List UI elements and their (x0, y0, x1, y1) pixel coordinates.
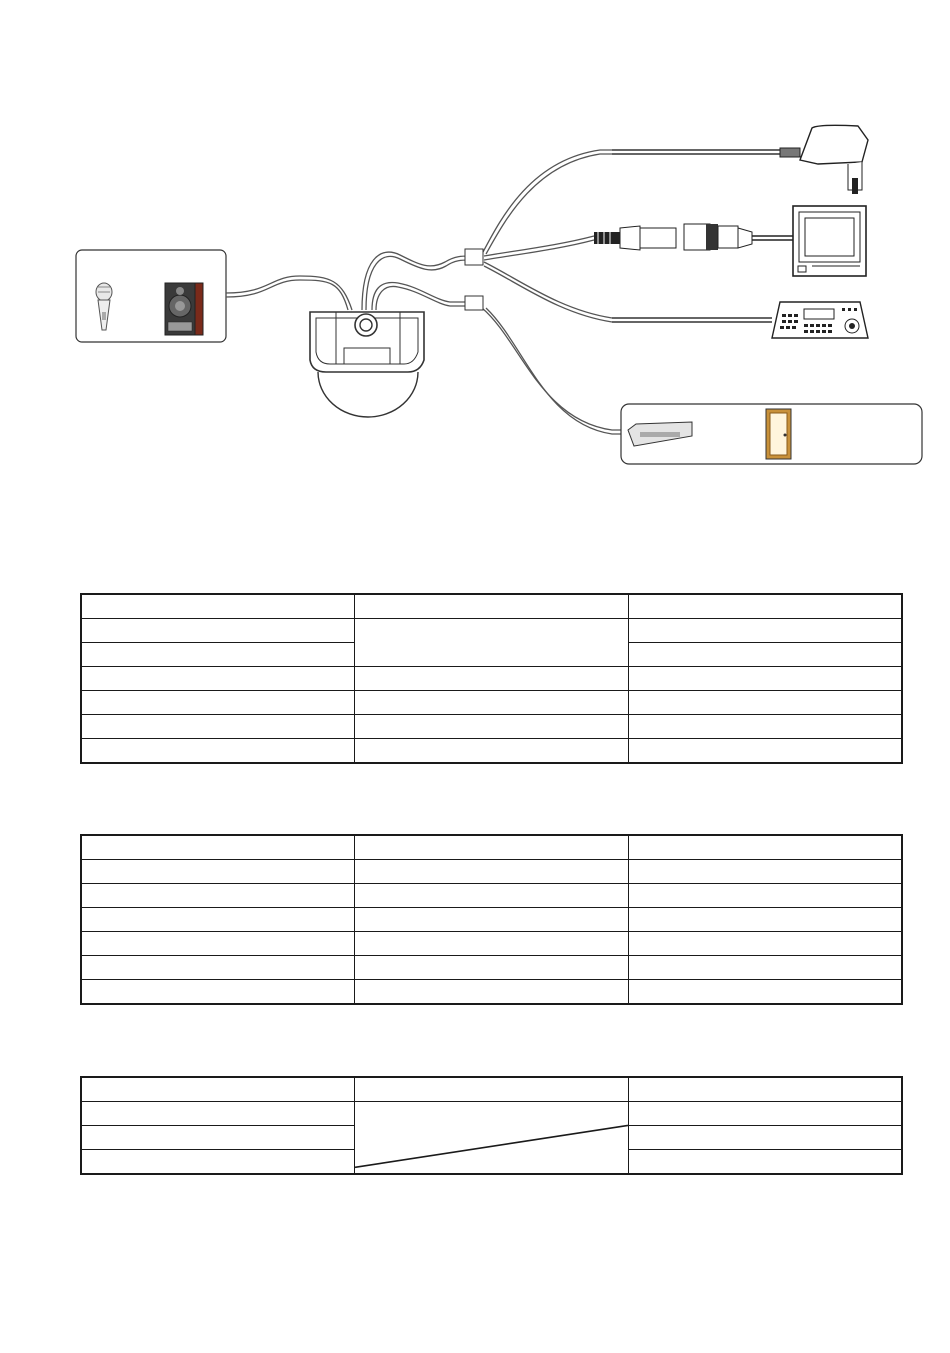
table-cell (81, 884, 354, 908)
table-row (81, 860, 902, 884)
table-cell (628, 715, 902, 739)
table-cell (81, 739, 354, 764)
table-cell (354, 667, 628, 691)
table-cell (81, 932, 354, 956)
table-cell (81, 908, 354, 932)
table-cell (628, 956, 902, 980)
table-cell (354, 835, 628, 860)
table-cell (354, 932, 628, 956)
table-3 (80, 1076, 903, 1175)
table-row (81, 691, 902, 715)
table-row (81, 980, 902, 1005)
table-row (81, 715, 902, 739)
table-cell (354, 956, 628, 980)
table-cell (354, 884, 628, 908)
table-cell (628, 691, 902, 715)
table-cell (81, 619, 354, 643)
table-row (81, 594, 902, 619)
alarm-device-group (621, 404, 922, 464)
table-cell (81, 1102, 354, 1126)
table-row (81, 739, 902, 764)
table-cell (81, 860, 354, 884)
ptz-keyboard-controller-icon (772, 302, 868, 338)
table-cell (628, 835, 902, 860)
table-cell (81, 643, 354, 667)
table-cell (354, 739, 628, 764)
table-1 (80, 593, 903, 764)
audio-device-group (76, 250, 226, 342)
table-cell (354, 691, 628, 715)
table-cell (354, 1077, 628, 1102)
table-cell (81, 715, 354, 739)
table-2 (80, 834, 903, 1005)
table-row (81, 908, 902, 932)
table-cell (81, 1126, 354, 1150)
speaker-icon (165, 283, 203, 335)
table-cell (81, 667, 354, 691)
table-cell (81, 1150, 354, 1175)
table-row (81, 1102, 902, 1126)
junction-box-top (465, 249, 483, 265)
table-cell (81, 1077, 354, 1102)
table-cell (81, 980, 354, 1005)
table-cell (81, 594, 354, 619)
door-icon (766, 409, 791, 459)
table-row (81, 619, 902, 643)
table-row (81, 835, 902, 860)
junction-box-bottom (465, 296, 483, 310)
bnc-connector-icon (594, 224, 795, 250)
table-cell (628, 643, 902, 667)
table-cell (81, 956, 354, 980)
table-row (81, 1077, 902, 1102)
table-cell (354, 860, 628, 884)
table-cell (628, 1077, 902, 1102)
table-cell (628, 908, 902, 932)
table-cell-merged (354, 619, 628, 667)
table-cell (628, 860, 902, 884)
table-cell (354, 908, 628, 932)
table-cell (81, 835, 354, 860)
table-cell (81, 691, 354, 715)
table-row (81, 884, 902, 908)
table-cell-merged-diagonal (354, 1102, 628, 1175)
table-cell (628, 667, 902, 691)
cables (226, 150, 790, 434)
table-cell (628, 884, 902, 908)
diagonal-line (355, 1102, 628, 1173)
table-cell (628, 1150, 902, 1175)
table-cell (354, 980, 628, 1005)
table-row (81, 667, 902, 691)
table-row (81, 932, 902, 956)
table-cell (628, 619, 902, 643)
table-cell (628, 1102, 902, 1126)
table-cell (628, 1126, 902, 1150)
table-cell (628, 739, 902, 764)
table-cell (628, 980, 902, 1005)
table-cell (628, 594, 902, 619)
table-cell (354, 594, 628, 619)
connection-diagram (0, 0, 950, 500)
power-adapter-icon (780, 125, 868, 194)
table-row (81, 956, 902, 980)
table-cell (628, 932, 902, 956)
dome-camera-icon (310, 312, 424, 417)
monitor-icon (793, 206, 866, 276)
table-cell (354, 715, 628, 739)
